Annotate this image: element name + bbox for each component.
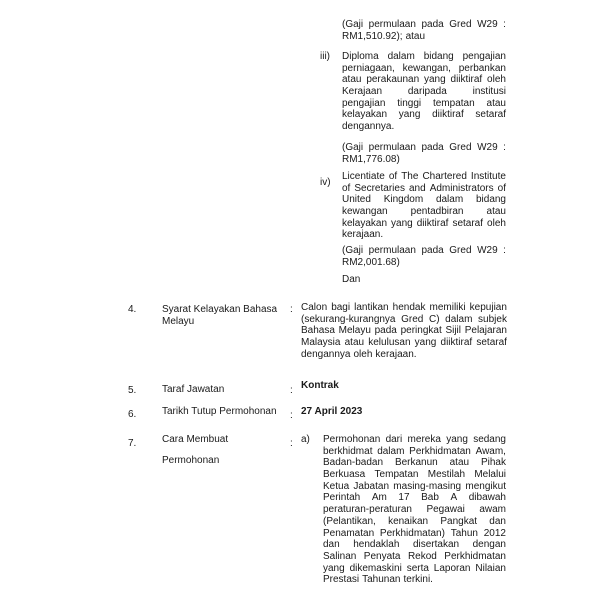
word: masing-masing: [393, 480, 462, 492]
word: perbankan: [458, 62, 506, 74]
word: setaraf: [452, 217, 484, 229]
word: berkhidmat: [323, 445, 373, 457]
word: pada: [421, 245, 444, 256]
text-line: [342, 218, 506, 230]
word: dan: [323, 539, 340, 551]
word: atau: [486, 97, 506, 109]
word: kewangan: [342, 206, 388, 218]
qualification-iii: [342, 51, 506, 133]
word: atau: [344, 337, 365, 349]
item7-label-line1: Cara Membuat: [162, 434, 229, 445]
marker-iv: iv): [320, 177, 331, 188]
word: Secretaries: [354, 182, 405, 194]
word: Perkhidmatan: [444, 550, 506, 562]
item4-value: [301, 302, 507, 360]
word: Mestilah: [427, 469, 466, 481]
item4-label-line: Melayu: [162, 315, 195, 327]
word: kerajaan.: [342, 229, 384, 241]
word: :: [503, 245, 506, 256]
word: pentadbiran: [410, 206, 464, 218]
text-line: [342, 142, 506, 154]
word: RM2,001.68): [342, 256, 400, 268]
word: dibawah: [468, 492, 506, 504]
word: setaraf: [476, 337, 507, 349]
word: perniagaan,: [342, 62, 395, 74]
item7-marker-a: a): [301, 434, 310, 445]
word: (Pelantikan,: [323, 515, 376, 527]
word: disertakan: [412, 539, 460, 551]
word: atau: [405, 30, 426, 42]
text-line: [342, 171, 506, 183]
text-line: [342, 98, 506, 110]
word: Kerajaan: [342, 86, 383, 98]
word: dengan: [472, 539, 506, 551]
word: Sijil: [445, 325, 461, 337]
word: Laporan: [433, 562, 471, 574]
word: dalam: [445, 313, 473, 325]
word: kewangan,: [402, 62, 451, 74]
word: diiktiraf: [440, 337, 473, 349]
text-line: [342, 206, 506, 218]
word: serta: [406, 562, 429, 574]
text-line: [342, 154, 506, 166]
word: dalam: [435, 194, 464, 206]
word: Melayu: [338, 325, 371, 337]
word: of: [342, 182, 351, 194]
word: mereka: [407, 434, 441, 445]
word: yang: [414, 337, 437, 349]
word: hendak: [392, 302, 426, 313]
word: Permohonan: [323, 434, 381, 445]
word: (Gaji: [342, 19, 364, 30]
word: mengikut: [465, 480, 506, 492]
word: subjek: [478, 313, 507, 325]
word: Nilaian: [475, 562, 506, 574]
word: bagi: [331, 302, 351, 313]
word: Prestasi: [323, 574, 360, 586]
item5-colon: :: [290, 385, 293, 396]
word: Ketua: [323, 480, 350, 492]
word: 17: [398, 492, 410, 504]
item5-label: Taraf Jawatan: [162, 384, 225, 395]
word: pengajian: [462, 51, 506, 62]
word: :: [503, 142, 506, 153]
word: dengannya: [301, 348, 351, 360]
word: Kingdom: [383, 194, 424, 206]
word: pada: [421, 142, 444, 153]
text-line: [301, 337, 507, 349]
word: Perkhidmatan): [379, 527, 445, 539]
word: Gred: [449, 19, 472, 30]
word: Jabatan: [353, 480, 390, 492]
word: The: [401, 171, 419, 182]
word: Calon: [301, 302, 328, 313]
word: daripada: [407, 86, 447, 98]
word: permulaan: [368, 245, 416, 256]
word: terkini.: [403, 574, 433, 586]
text-line: [323, 563, 506, 575]
word: Badan-badan: [323, 457, 384, 469]
text-line: [323, 434, 506, 446]
word: Gred: [401, 313, 424, 325]
word: atau: [486, 206, 506, 218]
word: (Gaji: [342, 142, 364, 153]
word: Diploma: [342, 51, 379, 62]
word: Tahun: [450, 527, 478, 539]
word: Chartered: [422, 171, 467, 182]
text-line: [342, 86, 506, 98]
item7-colon: :: [290, 438, 293, 449]
word: of: [388, 171, 398, 182]
word: Pelajaran: [464, 325, 507, 337]
word: A: [450, 492, 458, 504]
word: kelayakan: [342, 109, 388, 121]
text-line: [323, 504, 506, 516]
text-line: [323, 516, 506, 528]
word: atau: [342, 74, 362, 86]
word: oleh: [487, 217, 506, 229]
word: W29: [477, 245, 498, 256]
word: memiliki: [429, 302, 466, 313]
word: lantikan: [354, 302, 389, 313]
word: dikemaskini: [349, 562, 402, 574]
word: dengannya.: [342, 121, 395, 133]
word: kepujian: [469, 302, 507, 313]
word: 2012: [483, 527, 506, 539]
word: kelayakan: [342, 217, 388, 229]
item4-colon: :: [290, 304, 293, 315]
word: diiktiraf: [416, 217, 449, 229]
text-line: [323, 481, 506, 493]
item6-colon: :: [290, 410, 293, 421]
word: Gred: [449, 245, 472, 256]
word: Gred: [449, 142, 472, 153]
word: diiktiraf: [450, 74, 483, 86]
text-line: [342, 183, 506, 195]
word: Pangkat: [440, 515, 478, 527]
item4-label-line: Syarat Kelayakan Bahasa: [162, 304, 278, 315]
item6-label: Tarikh Tutup Permohonan: [162, 406, 277, 417]
word: setaraf: [475, 109, 506, 121]
word: Malaysia: [301, 337, 341, 349]
text-line: [342, 245, 506, 257]
word: pada: [374, 325, 397, 337]
text-line: [323, 446, 506, 458]
dan-text: Dan: [342, 274, 361, 285]
word: dalam: [377, 445, 405, 457]
word: United: [342, 194, 371, 206]
word: dalam: [387, 51, 415, 62]
text-line: [301, 325, 507, 337]
word: Perkhidmatan: [409, 445, 471, 457]
word: W29: [477, 142, 498, 153]
text-line: [342, 19, 506, 31]
item5-value: Kontrak: [301, 380, 339, 391]
item7-value-a: [323, 434, 506, 586]
word: Pihak: [480, 457, 506, 469]
word: Penamatan: [323, 527, 375, 539]
item6-value: 27 April 2023: [301, 406, 363, 417]
word: permulaan: [368, 19, 416, 30]
item7-label-line2: Permohonan: [162, 455, 220, 466]
text-line: [342, 194, 506, 206]
text-line: [323, 469, 506, 481]
word: Tempatan: [374, 469, 419, 481]
word: of: [497, 182, 506, 194]
text-line: [323, 551, 506, 563]
word: Licentiate: [342, 171, 385, 182]
word: awam: [479, 504, 506, 516]
item7-number: 7.: [128, 438, 137, 449]
word: yang: [391, 217, 413, 229]
word: Pegawai: [426, 504, 465, 516]
word: kenaikan: [388, 515, 429, 527]
word: RM1,776.08): [342, 153, 400, 165]
text-line: [342, 109, 506, 121]
word: Institute: [470, 171, 506, 182]
word: RM1,510.92);: [342, 30, 403, 42]
text-line: [301, 349, 507, 361]
salary-iii: [342, 142, 506, 165]
word: dan: [489, 515, 506, 527]
word: Penyata: [363, 550, 401, 562]
word: (Gaji: [342, 245, 364, 256]
word: Tahunan: [362, 574, 401, 586]
item5-number: 5.: [128, 385, 137, 396]
word: bidang: [475, 194, 506, 206]
word: kelulusan: [368, 337, 411, 349]
word: Rekod: [407, 550, 437, 562]
word: dari: [385, 434, 403, 445]
word: (sekurang-kurangnya: [301, 313, 396, 325]
text-line: [342, 121, 506, 133]
text-line: [342, 51, 506, 63]
word: Am: [371, 492, 387, 504]
word: sedang: [473, 434, 506, 445]
word: Awam,: [475, 445, 506, 457]
word: peringkat: [400, 325, 442, 337]
text-line: [301, 302, 507, 314]
item4-label: [162, 304, 277, 327]
word: bidang: [423, 51, 454, 62]
word: Bahasa: [301, 325, 335, 337]
word: yang: [423, 74, 446, 86]
word: and: [408, 182, 426, 194]
word: perakaunan: [366, 74, 420, 86]
marker-iii: iii): [320, 51, 330, 62]
word: Melalui: [474, 469, 506, 481]
qualification-iv: [342, 171, 506, 241]
word: Berkuasa: [323, 469, 366, 481]
word: pada: [421, 19, 444, 30]
word: institusi: [472, 86, 506, 98]
word: yang: [323, 562, 345, 574]
word: oleh: [487, 74, 506, 86]
word: oleh: [353, 348, 373, 360]
word: pengajian: [342, 97, 386, 109]
word: permulaan: [368, 142, 416, 153]
word: tempatan: [432, 97, 475, 109]
text-line: [323, 492, 506, 504]
word: C): [428, 313, 440, 325]
word: atau: [449, 457, 470, 469]
text-line: [342, 63, 506, 75]
word: Bab: [421, 492, 439, 504]
word: hendaklah: [353, 539, 400, 551]
word: Berkanun: [394, 457, 438, 469]
text-line: [342, 31, 506, 43]
text-line: [342, 229, 506, 241]
word: Administrators: [429, 182, 494, 194]
word: yang: [398, 109, 421, 121]
word: W29: [477, 19, 498, 30]
item4-number: 4.: [128, 304, 137, 315]
text-line: [323, 539, 506, 551]
salary-ii: [342, 19, 506, 42]
word: Perintah: [323, 492, 361, 504]
salary-iv: [342, 245, 506, 268]
text-line: [323, 528, 506, 540]
word: tinggi: [397, 97, 422, 109]
text-line: [342, 74, 506, 86]
word: :: [503, 19, 506, 30]
word: Salinan: [323, 550, 357, 562]
word: diiktiraf: [432, 109, 464, 121]
text-line: [301, 314, 507, 326]
item6-number: 6.: [128, 409, 137, 420]
word: peraturan-peraturan: [323, 504, 412, 516]
text-line: [323, 574, 506, 586]
text-line: [323, 457, 506, 469]
word: kerajaan.: [375, 348, 417, 360]
word: yang: [446, 434, 468, 445]
text-line: [342, 257, 506, 269]
